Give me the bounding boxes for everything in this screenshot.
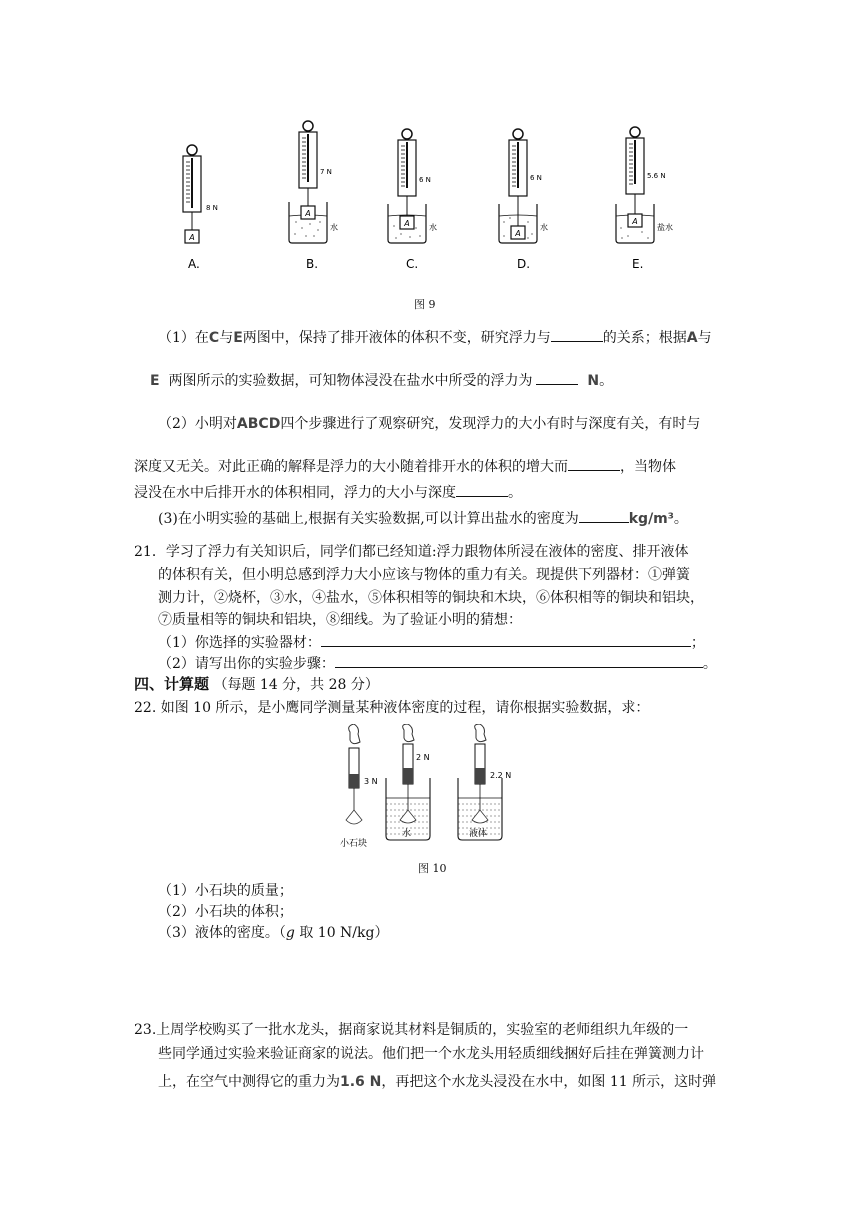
answer-blank (456, 482, 508, 497)
figure-9-caption: 图 9 (414, 298, 436, 311)
q20-part1-line2: E 两图所示的实验数据，可知物体浸没在盐水中所受的浮力为 N。 (150, 370, 613, 391)
fig-label-b: B. (306, 257, 319, 271)
q22-item2: （2）小石块的体积； (158, 904, 293, 920)
q21-line2: 的体积有关，但小明总感到浮力大小应该与物体的重力有关。现提供下列器材：①弹簧 (158, 567, 690, 583)
q23-line2: 些同学通过实验来验证商家的说法。他们把一个水龙头用轻质细线捆好后挂在弹簧测力计 (158, 1046, 704, 1062)
block-label: A (515, 229, 521, 238)
q20-part1-line1: （1）在C与E两图中，保持了排开液体的体积不变，研究浮力与 的关系；根据A与 (158, 327, 712, 348)
q20-part2-line3: 浸没在水中后排开水的体积相同，浮力的大小与深度 。 (134, 482, 522, 503)
q22-item3: （3）液体的密度。（g 取 10 N/kg） (158, 925, 389, 941)
figure-9 (170, 118, 700, 278)
q21-sub2: （2）请写出你的实验步骤： 。 (158, 653, 717, 674)
reading-stone-liquid: 2.2 N (490, 771, 512, 780)
fig-label-a: A. (188, 257, 200, 271)
answer-blank (321, 632, 691, 647)
salt-water-label: 盐水 (657, 223, 673, 232)
q23-line3: 上，在空气中测得它的重力为1.6 N，再把这个水龙头浸没在水中，如图 11 所示，这时弹 (158, 1074, 717, 1090)
balance-a (183, 145, 218, 243)
section-4-heading: 四、计算题 （每题 14 分，共 28 分） (134, 675, 379, 693)
q20-part3: (3)在小明实验的基础上,根据有关实验数据,可以计算出盐水的密度为 kg/m³。 (158, 508, 688, 529)
block-label: A (404, 219, 410, 228)
q21-line4: ⑦质量相等的铜块和铝块，⑧细线。为了验证小明的猜想： (158, 612, 522, 628)
water-label: 水 (540, 223, 548, 232)
reading-c: 6 N (419, 176, 431, 184)
reading-stone-air: 3 N (364, 777, 378, 786)
figure-10 (336, 724, 528, 852)
balance-c (388, 129, 437, 243)
q22-item1: （1）小石块的质量； (158, 883, 293, 899)
reading-stone-water: 2 N (416, 753, 430, 762)
block-label: A (189, 233, 195, 242)
q22-stem: 22. 如图 10 所示，是小鹰同学测量某种液体密度的过程，请你根据实验数据，求： (134, 700, 650, 716)
stone-label: 小石块 (340, 839, 368, 849)
water-label: 水 (429, 223, 437, 232)
water-label: 水 (330, 223, 338, 232)
reading-b: 7 N (320, 168, 332, 176)
answer-blank (568, 456, 620, 471)
q20-part2-line1: （2）小明对ABCD四个步骤进行了观察研究，发现浮力的大小有时与深度有关，有时与 (158, 416, 701, 432)
balance-b (289, 121, 338, 243)
reading-a: 8 N (206, 204, 218, 212)
reading-e: 5.6 N (647, 172, 666, 180)
water-label: 水 (402, 829, 412, 839)
fig-label-c: C. (406, 257, 419, 271)
fig-label-e: E. (632, 257, 644, 271)
balance-d (499, 129, 548, 243)
balance-e (616, 127, 673, 243)
answer-blank (579, 508, 629, 523)
q20-part2-line2: 深度又无关。对此正确的解释是浮力的大小随着排开水的体积的增大而 ，当物体 (134, 456, 676, 477)
reading-d: 6 N (530, 174, 542, 182)
q21-line3: 测力计，②烧杯，③水，④盐水，⑤体积相等的铜块和木块，⑥体积相等的铜块和铝块， (158, 590, 704, 606)
figure-10-caption: 图 10 (418, 862, 447, 875)
q21-sub1: （1）你选择的实验器材： ； (158, 632, 705, 653)
liquid-label: 液体 (469, 829, 488, 839)
answer-blank (551, 327, 603, 342)
block-label: A (632, 217, 638, 226)
fig-label-d: D. (517, 257, 531, 271)
answer-blank (335, 653, 703, 668)
q21-line1: 21．学习了浮力有关知识后，同学们都已经知道:浮力跟物体所浸在液体的密度、排开液体 (134, 544, 689, 560)
block-label: A (305, 209, 311, 218)
answer-blank (536, 370, 578, 385)
q23-line1: 23.上周学校购买了一批水龙头，据商家说其材料是铜质的，实验室的老师组织九年级的一 (134, 1022, 689, 1038)
